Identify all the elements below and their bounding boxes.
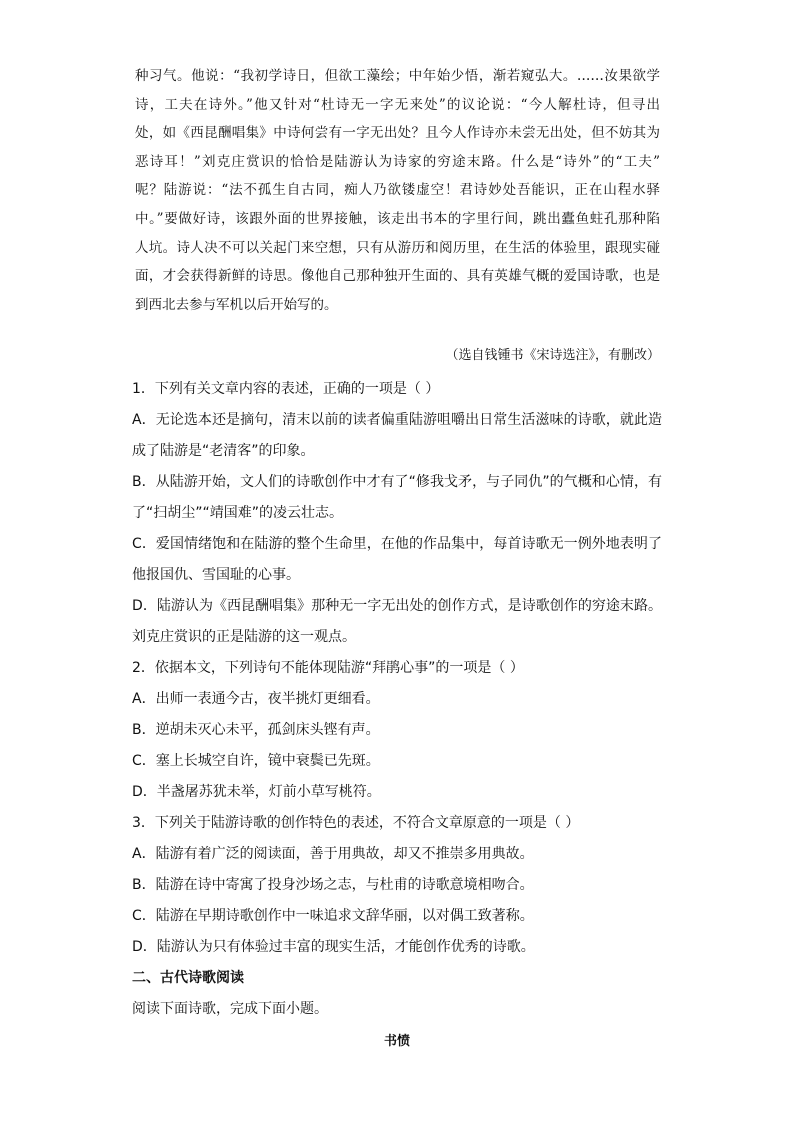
passage-line: 呢？陆游说：“法不孤生自古同，痴人乃欲镂虚空！君诗妙处吾能识，正在山程水驿 [135,182,660,199]
passage-line: 诗，工夫在诗外。”他又针对“杜诗无一字无来处”的议论说：“今人解杜诗，但寻出 [135,96,660,113]
passage-line: 到西北去参与军机以后开始写的。 [135,296,338,313]
question-2-option-a: A．出师一表通今古，夜半挑灯更细看。 [132,691,380,707]
question-1-stem: 1．下列有关文章内容的表述，正确的一项是（ ） [132,381,440,397]
section-instruction: 阅读下面诗歌，完成下面小题。 [132,1001,328,1017]
passage-line: 面，才会获得新鲜的诗思。像他自己那种独开生面的、具有英雄气概的爱国诗歌，也是 [135,268,660,285]
questions-block [132,374,662,1025]
question-2-stem: 2．依据本文，下列诗句不能体现陆游“拜鹃心事”的一项是（ ） [132,660,524,676]
question-1-option-d-cont: 刘克庄赏识的正是陆游的这一观点。 [132,629,356,645]
passage-line: 恶诗耳！”刘克庄赏识的恰恰是陆游认为诗家的穷途末路。什么是“诗外”的“工夫” [135,153,660,170]
passage-line: 处，如《西昆酬唱集》中诗何尝有一字无出处？且今人作诗亦未尝无出处，但不妨其为 [135,125,660,142]
passage-source: （选自钱锺书《宋诗选注》，有删改） [445,348,660,363]
question-2-option-d: D．半盏屠苏犹未举，灯前小草写桃符。 [132,784,381,800]
question-3-stem: 3．下列关于陆游诗歌的创作特色的表述，不符合文章原意的一项是（ ） [132,815,580,831]
question-1-option-c: C．爱国情绪饱和在陆游的整个生命里，在他的作品集中，每首诗歌无一例外地表明了 [132,536,662,552]
question-1-option-a-cont: 成了陆游是“老清客”的印象。 [132,443,315,459]
question-1-option-b: B．从陆游开始，文人们的诗歌创作中才有了“修我戈矛，与子同仇”的气概和心情，有 [132,474,662,490]
question-1-option-a: A．无论选本还是摘句，清末以前的读者偏重陆游咀嚼出日常生活滋味的诗歌，就此造 [132,412,662,428]
question-3-option-a: A．陆游有着广泛的阅读面，善于用典故，却又不推崇多用典故。 [132,846,534,862]
question-3-option-b: B．陆游在诗中寄寓了投身沙场之志，与杜甫的诗歌意境相吻合。 [132,877,534,893]
passage-text [135,62,660,319]
passage-line: 中。”要做好诗，该跟外面的世界接触，该走出书本的字里行间，跳出蠹鱼蛀孔那种陷 [135,210,660,227]
question-2-option-c: C．塞上长城空自许，镜中衰鬓已先斑。 [132,753,380,769]
passage-line: 种习气。他说：“我初学诗日，但欲工藻绘；中年始少悟，渐若窥弘大。……汝果欲学 [135,68,660,84]
question-1-option-c-cont: 他报国仇、雪国耻的心事。 [132,567,300,583]
question-1-option-b-cont: 了“扫胡尘”“靖国难”的凌云壮志。 [132,505,344,521]
passage-line: 人坑。诗人决不可以关起门来空想，只有从游历和阅历里，在生活的体验里，跟现实碰 [135,239,660,256]
section-heading: 二、古代诗歌阅读 [132,970,244,986]
question-3-option-d: D．陆游认为只有体验过丰富的现实生活，才能创作优秀的诗歌。 [132,939,535,955]
question-1-option-d: D．陆游认为《西昆酬唱集》那种无一字无出处的创作方式，是诗歌创作的穷途末路。 [132,598,662,614]
question-2-option-b: B．逆胡未灭心未平，孤剑床头铿有声。 [132,722,380,738]
poem-title: 书愤 [383,1034,410,1049]
question-3-option-c: C．陆游在早期诗歌创作中一味追求文辞华丽，以对偶工致著称。 [132,908,534,924]
